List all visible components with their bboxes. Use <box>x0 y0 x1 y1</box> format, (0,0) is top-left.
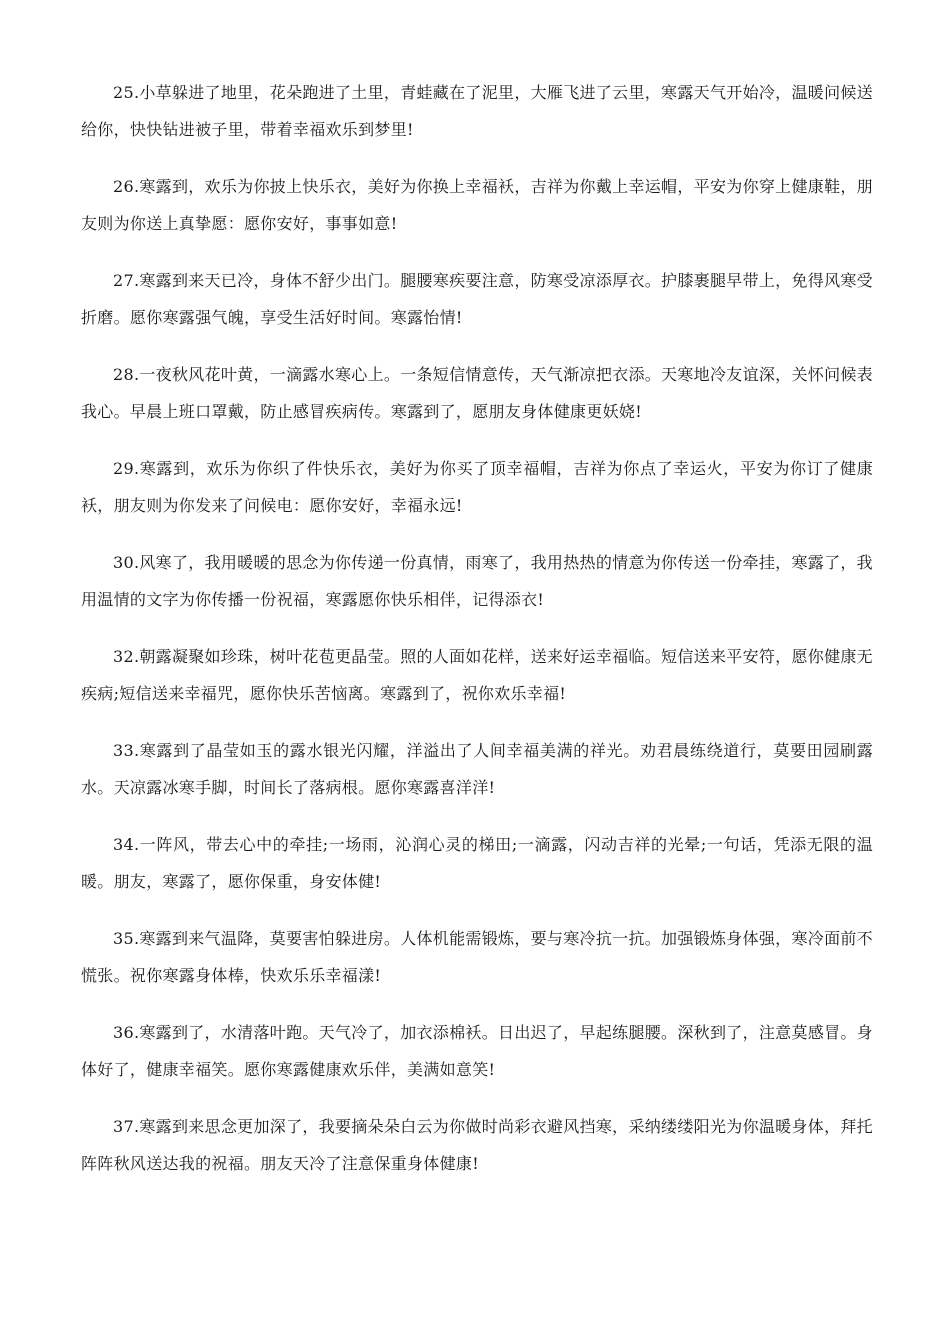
paragraph: 35.寒露到来气温降，莫要害怕躲进房。人体机能需锻炼，要与寒冷抗一抗。加强锻炼身体强，寒冷面前不慌张。祝你寒露身体棒，快欢乐乐幸福漾! <box>81 929 873 985</box>
paragraph: 34.一阵风，带去心中的牵挂;一场雨，沁润心灵的梯田;一滴露，闪动吉祥的光晕;一句话，凭添无限的温暖。朋友，寒露了，愿你保重，身安体健! <box>81 835 873 891</box>
paragraph: 28.一夜秋风花叶黄，一滴露水寒心上。一条短信情意传，天气渐凉把衣添。天寒地冷友谊深，关怀问候表我心。早晨上班口罩戴，防止感冒疾病传。寒露到了，愿朋友身体健康更妖娆! <box>81 365 873 421</box>
paragraph: 33.寒露到了晶莹如玉的露水银光闪耀，洋溢出了人间幸福美满的祥光。劝君晨练绕道行，莫要田园刷露水。天凉露冰寒手脚，时间长了落病根。愿你寒露喜洋洋! <box>81 741 873 797</box>
paragraph: 26.寒露到，欢乐为你披上快乐衣，美好为你换上幸福袄，吉祥为你戴上幸运帽，平安为你穿上健康鞋，朋友则为你送上真挚愿：愿你安好，事事如意! <box>81 177 873 233</box>
document-body <box>81 74 873 1202</box>
paragraph: 32.朝露凝聚如珍珠，树叶花苞更晶莹。照的人面如花样，送来好运幸福临。短信送来平安符，愿你健康无疾病;短信送来幸福咒，愿你快乐苦恼离。寒露到了，祝你欢乐幸福! <box>81 647 873 703</box>
paragraph: 29.寒露到，欢乐为你织了件快乐衣，美好为你买了顶幸福帽，吉祥为你点了幸运火，平安为你订了健康袄，朋友则为你发来了问候电：愿你安好，幸福永远! <box>81 459 873 515</box>
paragraph: 37.寒露到来思念更加深了，我要摘朵朵白云为你做时尚彩衣避风挡寒，采纳缕缕阳光为你温暖身体，拜托阵阵秋风送达我的祝福。朋友天冷了注意保重身体健康! <box>81 1117 873 1173</box>
paragraph: 30.风寒了，我用暖暖的思念为你传递一份真情，雨寒了，我用热热的情意为你传送一份牵挂，寒露了，我用温情的文字为你传播一份祝福，寒露愿你快乐相伴，记得添衣! <box>81 553 873 609</box>
paragraph: 36.寒露到了，水清落叶跑。天气冷了，加衣添棉袄。日出迟了，早起练腿腰。深秋到了，注意莫感冒。身体好了，健康幸福笑。愿你寒露健康欢乐伴，美满如意笑! <box>81 1023 873 1079</box>
paragraph: 27.寒露到来天已冷，身体不舒少出门。腿腰寒疾要注意，防寒受凉添厚衣。护膝裹腿早带上，免得风寒受折磨。愿你寒露强气魄，享受生活好时间。寒露怡情! <box>81 271 873 327</box>
paragraph: 25.小草躲进了地里，花朵跑进了土里，青蛙藏在了泥里，大雁飞进了云里，寒露天气开始冷，温暖问候送给你，快快钻进被子里，带着幸福欢乐到梦里! <box>81 83 873 139</box>
